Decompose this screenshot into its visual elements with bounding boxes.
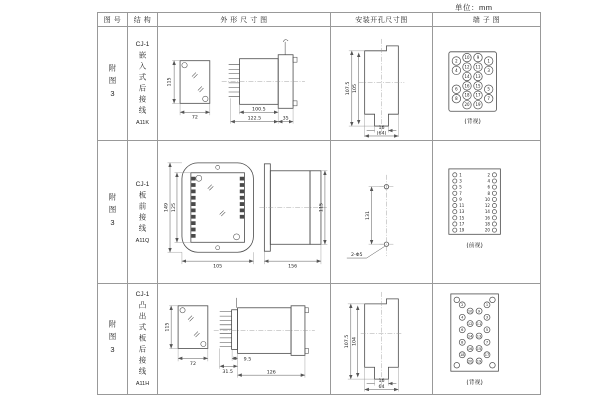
structure-cell-row1 (128, 27, 158, 141)
terminal-cell-row3 (433, 284, 541, 395)
svg-text:17: 17 (484, 353, 490, 358)
svg-text:8: 8 (487, 190, 490, 196)
view-caption: (背视) (464, 118, 481, 126)
svg-text:5: 5 (485, 328, 489, 333)
svg-text:2: 2 (487, 172, 490, 178)
svg-text:8: 8 (461, 340, 464, 345)
svg-text:2: 2 (461, 303, 464, 308)
svg-text:20: 20 (464, 102, 470, 108)
svg-text:16: 16 (464, 83, 470, 89)
svg-text:3: 3 (459, 178, 462, 184)
svg-text:17: 17 (475, 92, 481, 98)
svg-text:18: 18 (459, 353, 465, 358)
svg-text:7: 7 (487, 96, 490, 102)
dimension-label: 16 (378, 379, 385, 385)
terminal-diagram-a11q (433, 141, 540, 283)
terminal-cell-row1 (433, 27, 541, 141)
structure-cell-row3 (128, 284, 158, 395)
svg-text:2: 2 (455, 58, 458, 64)
series-label: CJ-1 (135, 41, 150, 48)
front-view (164, 306, 207, 367)
svg-text:1: 1 (487, 58, 490, 64)
svg-text:10: 10 (464, 55, 470, 61)
svg-text:4: 4 (487, 178, 490, 184)
dimension-label: 156 (288, 264, 298, 270)
svg-text:3: 3 (487, 67, 490, 73)
svg-text:7: 7 (459, 190, 462, 196)
svg-text:11: 11 (459, 203, 465, 209)
dimension-label: (64) (376, 131, 387, 137)
svg-text:6: 6 (455, 86, 458, 92)
svg-text:11: 11 (475, 64, 481, 70)
outline-cell-row2 (158, 141, 331, 284)
outline-cell-row3 (158, 284, 331, 395)
svg-text:1: 1 (485, 303, 489, 308)
outline-drawing-a11k (158, 27, 330, 140)
svg-text:19: 19 (459, 227, 465, 233)
front-view (167, 61, 210, 121)
dimension-label: 107.5 (345, 81, 351, 96)
install-cell-row3 (331, 284, 433, 395)
dimension-label: 105 (353, 83, 359, 93)
svg-text:10: 10 (484, 196, 490, 202)
install-cell-row1 (331, 27, 433, 141)
structure-cell-row2 (128, 141, 158, 284)
svg-text:14: 14 (484, 209, 490, 215)
outline-drawing-a11h (158, 284, 330, 394)
hole-spec-label: 2-Φ5 (350, 253, 363, 259)
svg-text:17: 17 (459, 221, 465, 227)
svg-text:7: 7 (485, 340, 489, 345)
unit-label: 单位：mm (455, 3, 493, 12)
series-label: CJ-1 (135, 180, 150, 188)
svg-text:14: 14 (464, 73, 470, 79)
terminal-circles (453, 172, 497, 232)
dimension-label: 16 (378, 126, 385, 132)
structure-label: 板前接线 (137, 190, 147, 235)
install-drawing-a11h (331, 284, 432, 394)
svg-text:8: 8 (455, 96, 458, 102)
dimension-label: 122.5 (247, 116, 262, 122)
svg-text:9: 9 (459, 196, 462, 202)
svg-text:20: 20 (484, 227, 490, 233)
svg-text:10: 10 (467, 309, 473, 314)
dimension-label: 35 (282, 116, 289, 122)
dimension-label: 72 (189, 361, 196, 367)
svg-text:5: 5 (487, 86, 490, 92)
dimension-label: 104 (352, 336, 358, 347)
svg-text:15: 15 (476, 346, 482, 351)
series-label: CJ-1 (135, 291, 150, 298)
svg-text:15: 15 (475, 83, 481, 89)
col-header-terminal: 端 子 图 (433, 13, 541, 27)
svg-text:13: 13 (475, 73, 481, 79)
svg-text:9: 9 (477, 309, 481, 314)
svg-text:16: 16 (484, 215, 490, 221)
structure-label: 嵌入式后接线 (137, 51, 147, 117)
dimension-label: 9.5 (243, 357, 252, 363)
outline-cell-row1 (158, 27, 331, 141)
view-caption: (背视) (466, 379, 483, 387)
outline-drawing-a11q (158, 141, 330, 283)
col-header-figure: 图 号 (98, 13, 128, 27)
svg-text:13: 13 (459, 209, 465, 215)
svg-text:13: 13 (476, 334, 482, 339)
svg-text:18: 18 (464, 92, 470, 98)
front-view (163, 163, 253, 270)
figure-cell-row1: 附图3 (98, 27, 128, 141)
dimension-label: 149 (164, 202, 170, 213)
dimension-label: 115 (319, 202, 325, 213)
side-view (214, 298, 315, 378)
view-caption: (前视) (466, 242, 483, 250)
dimension-label: 31.5 (222, 369, 233, 375)
svg-text:20: 20 (467, 359, 473, 364)
col-header-structure: 结 构 (128, 13, 158, 27)
dimension-label: 72 (191, 115, 198, 121)
install-cell-row2 (331, 141, 433, 284)
model-label: A11K (135, 120, 150, 126)
svg-text:5: 5 (459, 184, 462, 190)
terminal-diagram-a11h (433, 284, 540, 394)
svg-text:19: 19 (476, 359, 482, 364)
terminal-cell-row2 (433, 141, 541, 284)
install-drawing-a11q (331, 141, 432, 283)
dimension-label: 105 (213, 264, 223, 270)
dimension-label: 107.5 (344, 334, 350, 349)
spec-table (97, 12, 541, 395)
dimension-label: 64 (378, 384, 385, 390)
dimension-label: 115 (167, 77, 173, 87)
svg-text:11: 11 (476, 321, 482, 326)
svg-text:4: 4 (461, 315, 464, 320)
svg-text:12: 12 (467, 321, 473, 326)
model-label: A11H (135, 381, 150, 387)
svg-text:16: 16 (467, 346, 473, 351)
install-drawing-a11k (331, 27, 432, 140)
svg-text:19: 19 (475, 102, 481, 108)
svg-text:9: 9 (476, 55, 480, 61)
col-header-outline: 外 形 尺 寸 图 (158, 13, 331, 27)
model-label: A11Q (135, 237, 150, 244)
dimension-label: 125 (171, 202, 177, 213)
svg-text:18: 18 (484, 221, 490, 227)
svg-text:12: 12 (484, 203, 490, 209)
col-header-install: 安装开孔尺寸图 (331, 13, 433, 27)
terminal-circles (452, 53, 493, 109)
side-view (259, 164, 327, 270)
svg-text:14: 14 (467, 334, 473, 339)
svg-text:12: 12 (464, 64, 470, 70)
svg-text:6: 6 (487, 184, 490, 190)
svg-text:6: 6 (461, 328, 464, 333)
svg-text:3: 3 (485, 315, 489, 320)
dimension-label: 115 (165, 322, 171, 332)
svg-text:1: 1 (459, 172, 462, 178)
figure-cell-row3: 附图3 (98, 284, 128, 395)
svg-text:15: 15 (459, 215, 465, 221)
terminal-circles (454, 297, 495, 368)
structure-label: 凸出式板后接线 (137, 301, 147, 378)
dimension-label: 131 (365, 210, 371, 221)
side-view (222, 40, 305, 124)
terminal-diagram-a11k (433, 27, 540, 140)
dimension-label: 126 (266, 370, 276, 376)
figure-cell-row2: 附图3 (98, 141, 128, 284)
svg-text:4: 4 (455, 67, 458, 73)
dimension-label: 100.5 (252, 107, 266, 113)
